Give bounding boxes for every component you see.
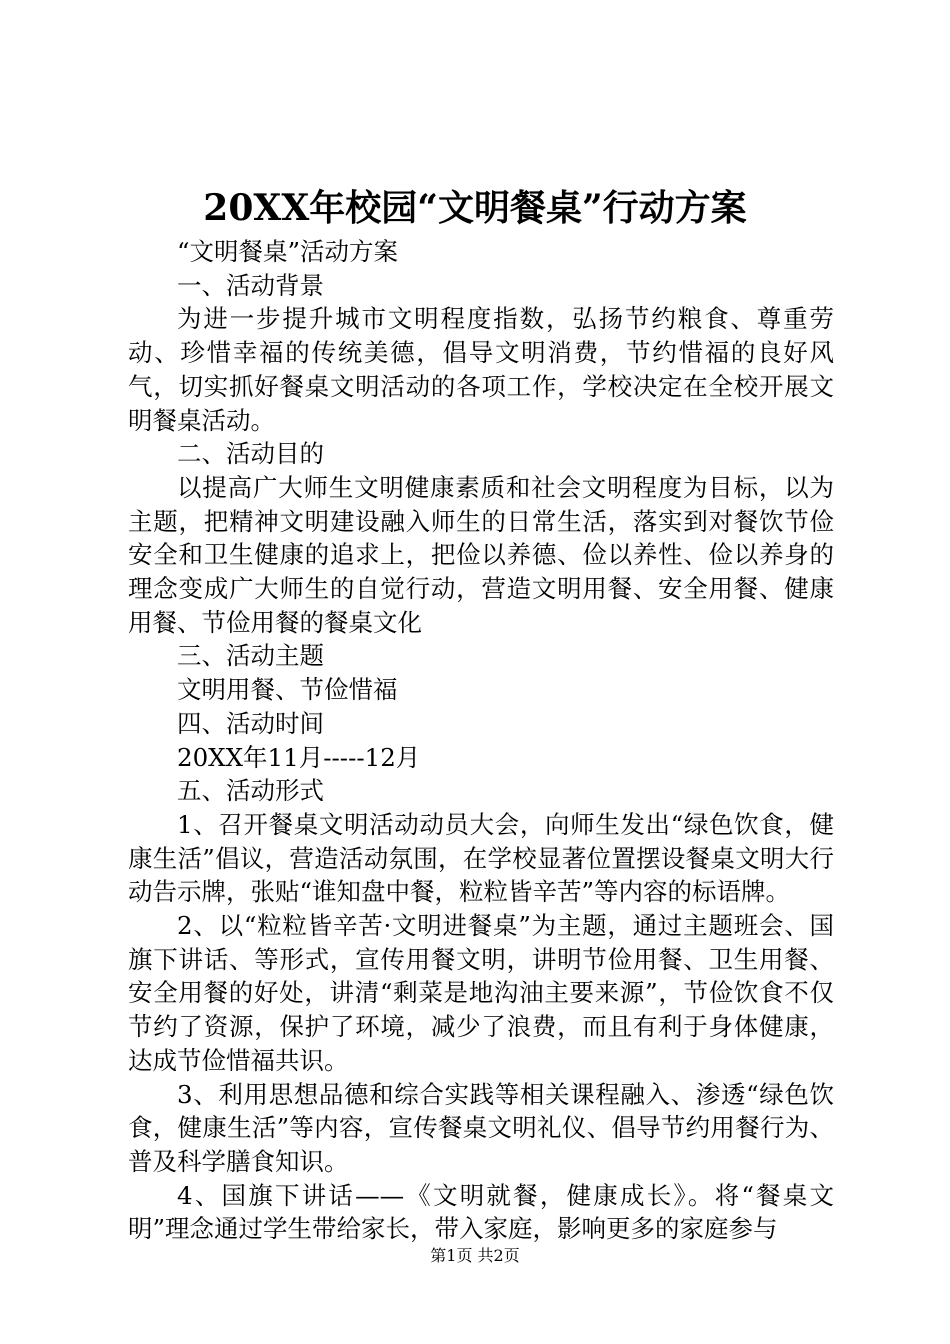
section-heading-purpose: 二、活动目的 xyxy=(177,439,324,469)
paragraph-format-item-1: 1、召开餐桌文明活动动员大会，向师生发出“绿色饮食，健康生活”倡议，营造活动氛围，在学校显著位置摆设餐桌文明大行动告示牌，张贴“谁知盘中餐，粒粒皆辛苦”等内容的标语牌。 xyxy=(128,809,834,907)
paragraph-theme: 文明用餐、节俭惜福 xyxy=(177,675,398,705)
section-heading-format: 五、活动形式 xyxy=(177,776,324,806)
paragraph-purpose: 以提高广大师生文明健康素质和社会文明程度为目标，以为主题，把精神文明建设融入师生的日常生活，落实到对餐饮节俭安全和卫生健康的追求上，把俭以养德、俭以养性、俭以养身的理念变成广大师生的自觉行动，营造文明用餐、安全用餐、健康用餐、节俭用餐的餐桌文化 xyxy=(128,472,834,637)
paragraph-background: 为进一步提升城市文明程度指数，弘扬节约粮食、尊重劳动、珍惜幸福的传统美德，倡导文明消费，节约惜福的良好风气，切实抓好餐桌文明活动的各项工作，学校决定在全校开展文明餐桌活动。 xyxy=(128,304,834,435)
paragraph-format-item-3: 3、利用思想品德和综合实践等相关课程融入、渗透“绿色饮食，健康生活”等内容，宣传餐桌文明礼仪、倡导节约用餐行为、普及科学膳食知识。 xyxy=(128,1079,834,1176)
plan-heading: “文明餐桌”活动方案 xyxy=(177,237,399,266)
section-heading-theme: 三、活动主题 xyxy=(177,641,324,671)
document-title: 20XX年校园“文明餐桌”行动方案 xyxy=(203,187,747,229)
paragraph-format-item-4: 4、国旗下讲话——《文明就餐，健康成长》。将“餐桌文明”理念通过学生带给家长，带入家庭，影响更多的家庭参与 xyxy=(128,1180,834,1244)
page-footer: 第1页 共2页 xyxy=(430,1246,520,1265)
paragraph-format-item-2: 2、以“粒粒皆辛苦·文明进餐桌”为主题，通过主题班会、国旗下讲话、等形式，宣传用餐文明，讲明节俭用餐、卫生用餐、安全用餐的好处，讲清“剩菜是地沟油主要来源”，节俭饮食不仅节约了资源，保护了环境，减少了浪费，而且有利于身体健康，达成节俭惜福共识。 xyxy=(128,911,834,1075)
paragraph-time: 20XX年11月-----12月 xyxy=(177,742,421,772)
section-heading-time: 四、活动时间 xyxy=(177,708,324,738)
document-body xyxy=(128,235,834,1246)
section-heading-background: 一、活动背景 xyxy=(177,270,324,300)
